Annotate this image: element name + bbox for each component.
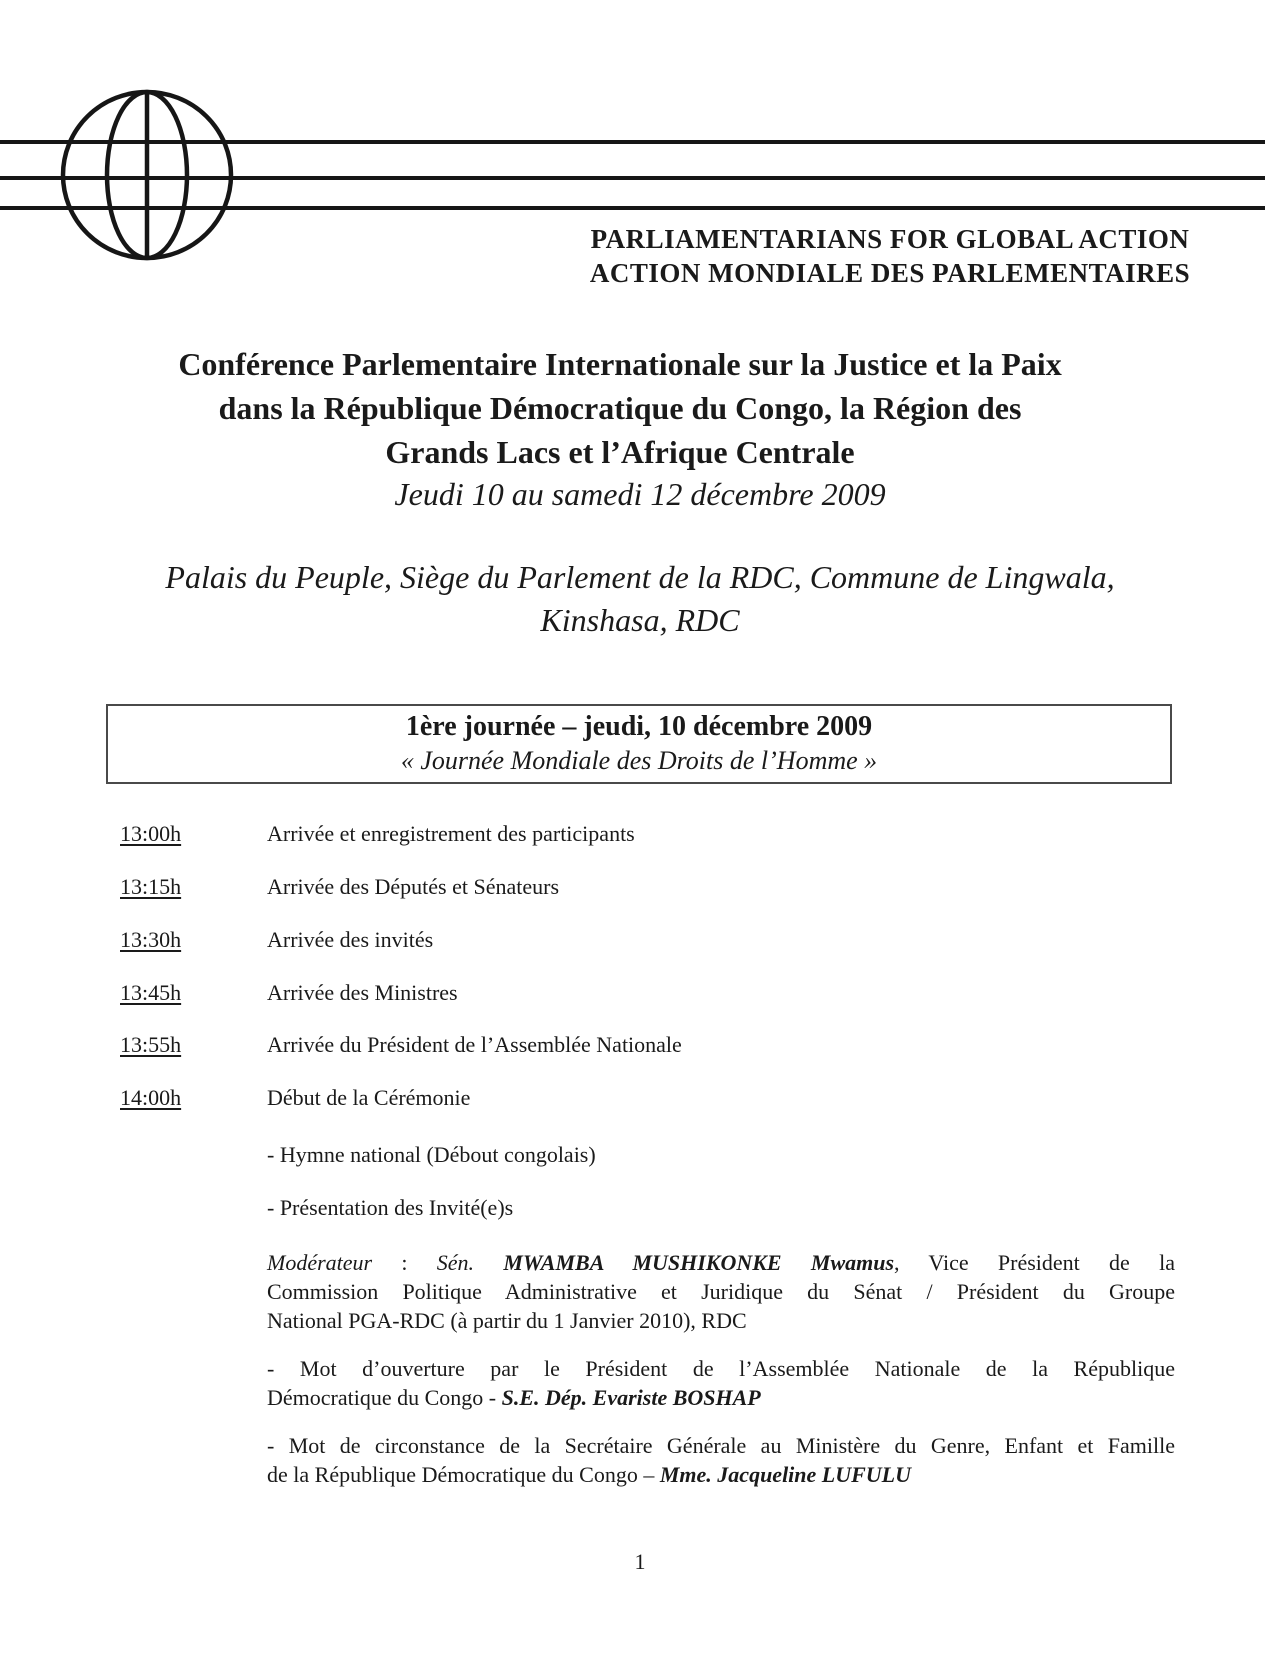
schedule-time: 14:00h [120, 1085, 182, 1110]
schedule-time: 13:00h [120, 821, 182, 846]
schedule-activity: Début de la Cérémonie [267, 1085, 471, 1110]
page-number: 1 [634, 1549, 646, 1574]
schedule-row [0, 874, 1280, 902]
venue-line2: Kinshasa, RDC [540, 602, 740, 638]
conference-title [50, 342, 1190, 474]
schedule-row [0, 980, 1280, 1008]
venue-line1: Palais du Peuple, Siège du Parlement de la RDC, Commune de Lingwala, [165, 559, 1115, 595]
schedule-time: 13:15h [120, 874, 182, 899]
conference-title-line2: dans la République Démocratique du Congo, la Région des [218, 390, 1022, 426]
session-title: 1ère journée – jeudi, 10 décembre 2009 [405, 711, 873, 742]
globe-icon [58, 89, 236, 261]
moderator-paragraph: Modérateur : Sén. MWAMBA MUSHIKONKE Mwamus, Vice Président de la Commission Politique Administrative et Juridique du Sénat / Président du Groupe National PGA-RDC (à partir du 1 Janvier 2010), RDC [267, 1250, 1175, 1333]
schedule-row [0, 1085, 1280, 1113]
ceremony-item-presentation: - Présentation des Invité(e)s [267, 1195, 514, 1220]
session-subtitle: « Journée Mondiale des Droits de l’Homme » [400, 746, 878, 775]
schedule-activity: Arrivée des Ministres [267, 980, 458, 1005]
schedule-time: 13:55h [120, 1032, 182, 1057]
opening-remarks-paragraph: - Mot d’ouverture par le Président de l’Assemblée Nationale de la République Démocratique du Congo - S.E. Dép. Evariste BOSHAP [267, 1356, 1175, 1410]
conference-title-line3: Grands Lacs et l’Afrique Centrale [385, 434, 855, 470]
schedule-activity: Arrivée des Députés et Sénateurs [267, 874, 560, 899]
schedule-time: 13:30h [120, 927, 182, 952]
conference-dates: Jeudi 10 au samedi 12 décembre 2009 [394, 476, 886, 512]
schedule-time: 13:45h [120, 980, 182, 1005]
schedule-row [0, 927, 1280, 955]
conference-title-line1: Conférence Parlementaire Internationale sur la Justice et la Paix [178, 346, 1062, 382]
schedule-activity: Arrivée et enregistrement des participants [267, 821, 635, 846]
schedule-activity: Arrivée des invités [267, 927, 434, 952]
ceremony-item-anthem: - Hymne national (Débout congolais) [267, 1142, 596, 1167]
conference-venue [0, 556, 1280, 642]
org-name-french: ACTION MONDIALE DES PARLEMENTAIRES [589, 258, 1191, 288]
organization-names [500, 222, 1280, 290]
org-name-english: PARLIAMENTARIANS FOR GLOBAL ACTION [590, 224, 1190, 254]
schedule-row [0, 821, 1280, 849]
schedule-row [0, 1032, 1280, 1060]
session-header-box [106, 704, 1172, 784]
occasion-remarks-paragraph: - Mot de circonstance de la Secrétaire Générale au Ministère du Genre, Enfant et Famille de la République Démocratique du Congo – Mme. Jacqueline LUFULU [267, 1433, 1175, 1487]
schedule-activity: Arrivée du Président de l’Assemblée Nationale [267, 1032, 682, 1057]
